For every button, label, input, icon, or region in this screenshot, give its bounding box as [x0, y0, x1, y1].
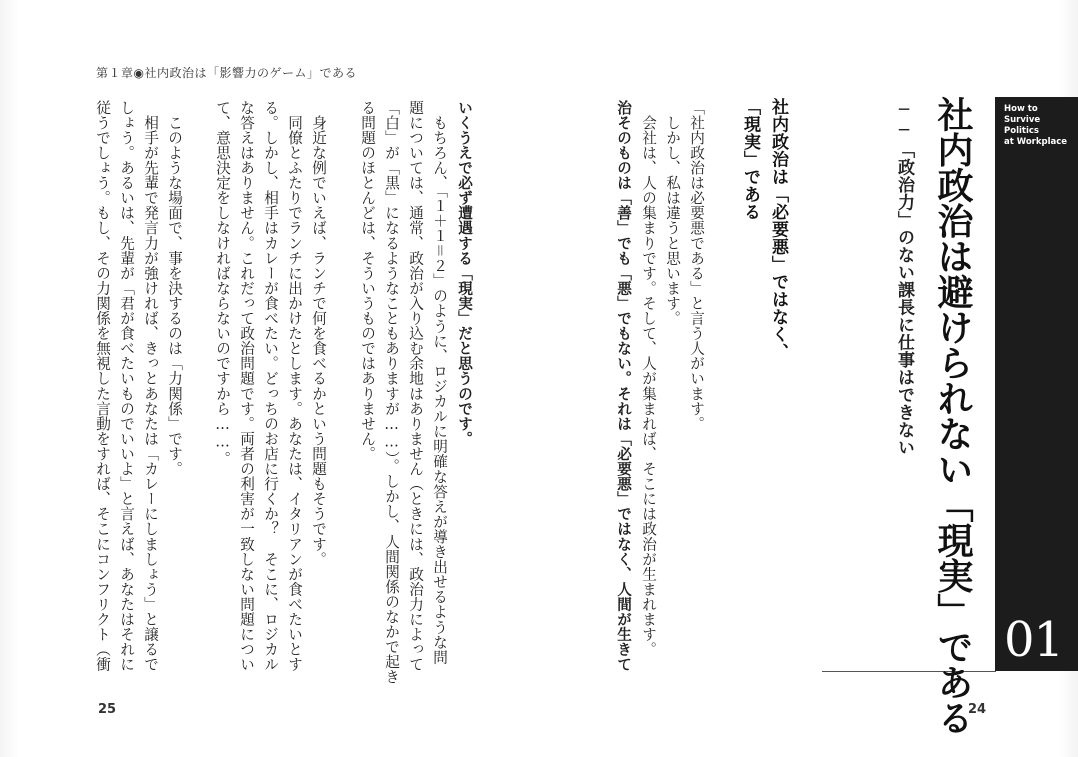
- body-line: 同僚とふたりでランチに出かけたとします。あなたは、イタリアンが食べたいとす: [286, 100, 303, 672]
- body-line: 「白」が「黒」になるようなこともありますが……）。しかし、人間関係のなかで起き: [383, 100, 400, 685]
- chapter-number: 01: [1004, 612, 1064, 668]
- page-number-left: 25: [98, 702, 117, 717]
- tagline-line: How to: [1004, 104, 1038, 114]
- body-line: 会社は、人の集まりです。そして、人が集まれば、そこには政治が生まれます。: [640, 100, 657, 657]
- running-head: 第１章◉社内政治は「影響力のゲーム」である: [96, 66, 357, 80]
- body-line: な答えはありません。これだって政治問題です。両者の利害が一致しない問題につい: [238, 100, 255, 672]
- body-line: このような場面で、事を決するのは「力関係」です。: [166, 100, 183, 477]
- body-line: 相手が先輩で発言力が強ければ、きっとあなたは「カレーにしましょう」と譲るで: [142, 100, 159, 672]
- body-line: 治そのものは「善」でも「悪」でもない。それは「必要悪」ではなく、人間が生きて: [615, 100, 632, 672]
- section-subtitle: ──「政治力」のない課長に仕事はできない: [894, 100, 914, 456]
- body-line: いくうえで必ず遭遇する「現実」だと思うのです。: [456, 100, 473, 447]
- body-line: る問題のほとんどは、そういうものではありません。: [359, 100, 376, 462]
- body-line: 身近な例でいえば、ランチで何を食べるかという問題もそうです。: [310, 100, 327, 567]
- page-number-right: 24: [968, 702, 987, 717]
- body-line: 題については、通常、政治が入り込む余地はありません（ときには、政治力によって: [407, 100, 424, 672]
- tagline-line: at Workplace: [1004, 137, 1068, 147]
- heading-line: 社内政治は「必要悪」ではなく、: [768, 98, 788, 361]
- heading-line: 「現実」である: [740, 98, 760, 221]
- tagline-line: Survive Politics: [1004, 115, 1041, 136]
- body-line: 従うでしょう。もし、その力関係を無視した言動をすれば、そこにコンフリクト（衝: [94, 100, 111, 672]
- body-line: しょう。あるいは、先輩が「君が食べたいものでいいよ」と言えば、あなたはそれに: [118, 100, 135, 672]
- chapter-tagline: [1004, 104, 1074, 148]
- body-line: しかし、私は違うと思います。: [664, 100, 681, 326]
- body-line: 「社内政治は必要悪である」と言う人がいます。: [688, 100, 705, 432]
- body-line: もちろん、「１＋１＝２」のように、ロジカルに明確な答えが導き出せるような問: [431, 100, 448, 665]
- body-line: る。しかし、相手はカレーが食べたい。どっちのお店に行くか？ そこに、ロジカル: [262, 100, 279, 672]
- body-line: て、意思決定をしなければならないのですから……。: [214, 100, 231, 466]
- chapter-bar: [995, 97, 1078, 671]
- section-title: 社内政治は避けられない「現実」である: [932, 96, 973, 735]
